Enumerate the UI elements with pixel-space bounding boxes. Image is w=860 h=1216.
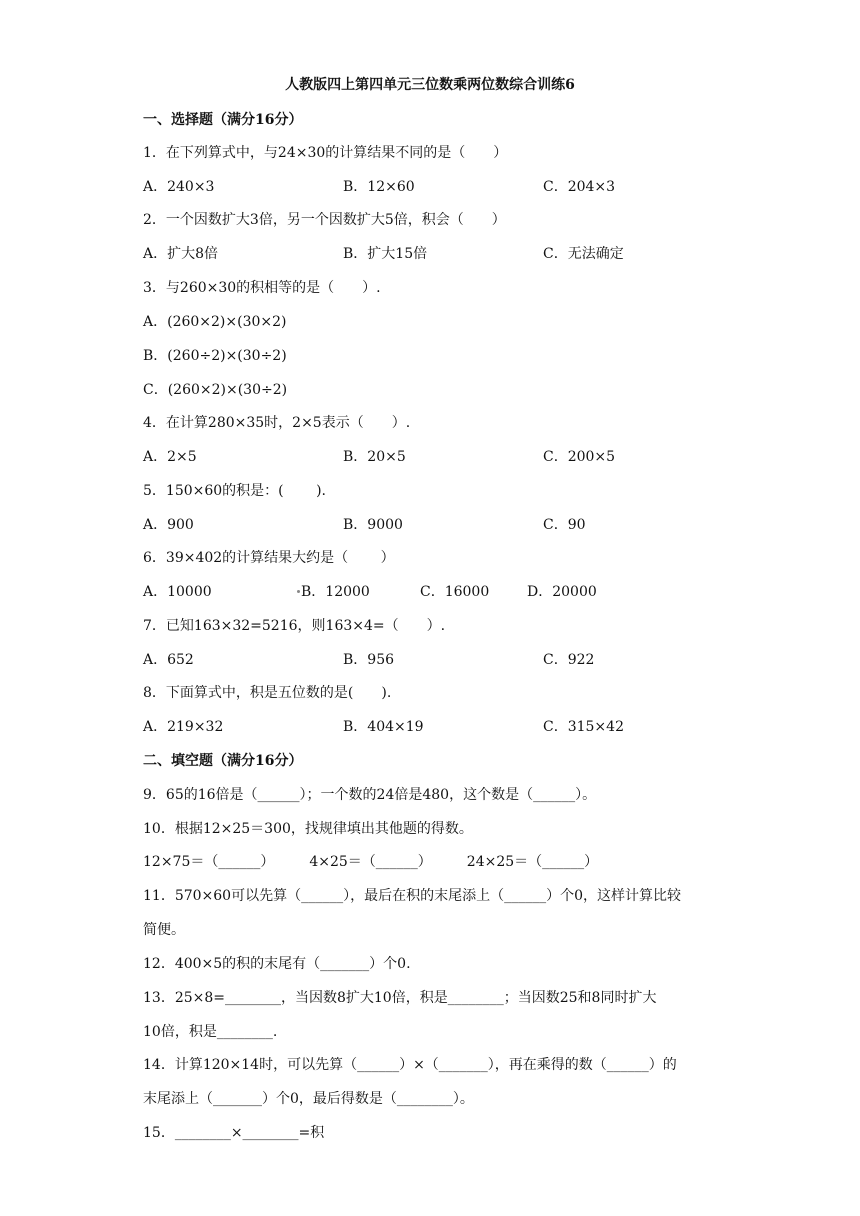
question-stem: 3．与260×30的积相等的是（ ）. — [143, 280, 381, 296]
fill-line: 13．25×8=________，当因数8扩大10倍，积是________；当因数25和8同时扩大 — [143, 990, 657, 1006]
option-b: B．12×60 — [343, 179, 415, 195]
option-b: B．(260÷2)×(30÷2) — [143, 348, 287, 364]
fill-line: 14．计算120×14时，可以先算（______）×（_______），再在乘得的数（______）的 — [143, 1057, 677, 1073]
option-b: B．956 — [343, 652, 395, 668]
option-a: A．2×5 — [143, 449, 197, 465]
page-title: 人教版四上第四单元三位数乘两位数综合训练6 — [285, 77, 575, 93]
option-c: C．16000 — [420, 584, 490, 600]
option-a: A．652 — [143, 652, 194, 668]
option-a: A．900 — [143, 517, 194, 533]
option-b: B．20×5 — [343, 449, 406, 465]
question-stem: 5．150×60的积是：( ). — [143, 483, 326, 499]
option-c: C．315×42 — [543, 719, 624, 735]
fill-line: 末尾添上（_______）个0，最后得数是（________）。 — [143, 1091, 474, 1107]
option-b: B．扩大15倍 — [343, 246, 428, 262]
fill-line: 12．400×5的积的末尾有（_______）个0. — [143, 956, 411, 972]
option-a: A．219×32 — [143, 719, 224, 735]
option-b: B．404×19 — [343, 719, 424, 735]
question-stem: 2．一个因数扩大3倍，另一个因数扩大5倍，积会（ ） — [143, 212, 506, 228]
option-c: C．204×3 — [543, 179, 616, 195]
question-stem: 8．下面算式中，积是五位数的是( ). — [143, 685, 392, 701]
option-a: A．扩大8倍 — [143, 246, 219, 262]
section-heading-choice: 一、选择题（满分16分） — [143, 112, 303, 128]
fill-line: 10．根据12×25＝300，找规律填出其他题的得数。 — [143, 821, 473, 837]
question-stem: 6．39×402的计算结果大约是（ ） — [143, 550, 395, 566]
fill-line: 15．________×________=积 — [143, 1125, 325, 1141]
option-b: B．9000 — [343, 517, 403, 533]
fill-line: 简便。 — [143, 922, 185, 938]
question-stem: 1．在下列算式中，与24×30的计算结果不同的是（ ） — [143, 145, 508, 161]
section-heading-fill: 二、填空题（满分16分） — [143, 753, 303, 769]
option-c: C．无法确定 — [543, 246, 624, 262]
fill-line: 10倍，积是________. — [143, 1024, 278, 1040]
question-stem: 7．已知163×32=5216，则163×4=（ ）. — [143, 618, 446, 634]
stray-mark — [297, 590, 300, 593]
fill-line: 11．570×60可以先算（______），最后在积的末尾添上（______）个0，这样计算比较 — [143, 888, 681, 904]
option-c: C．922 — [543, 652, 595, 668]
option-a: A．240×3 — [143, 179, 215, 195]
question-stem: 4．在计算280×35时，2×5表示（ ）. — [143, 415, 411, 431]
option-c: C．200×5 — [543, 449, 616, 465]
option-a: A．(260×2)×(30×2) — [143, 314, 287, 330]
option-c: C．90 — [543, 517, 586, 533]
option-a: A．10000 — [143, 584, 212, 600]
fill-line: 12×75＝（______） 4×25＝（______） 24×25＝（______） — [143, 854, 599, 870]
option-b: B．12000 — [301, 584, 370, 600]
option-d: D．20000 — [527, 584, 597, 600]
option-c: C．(260×2)×(30÷2) — [143, 382, 288, 398]
fill-line: 9．65的16倍是（______）；一个数的24倍是480，这个数是（______）。 — [143, 787, 597, 803]
